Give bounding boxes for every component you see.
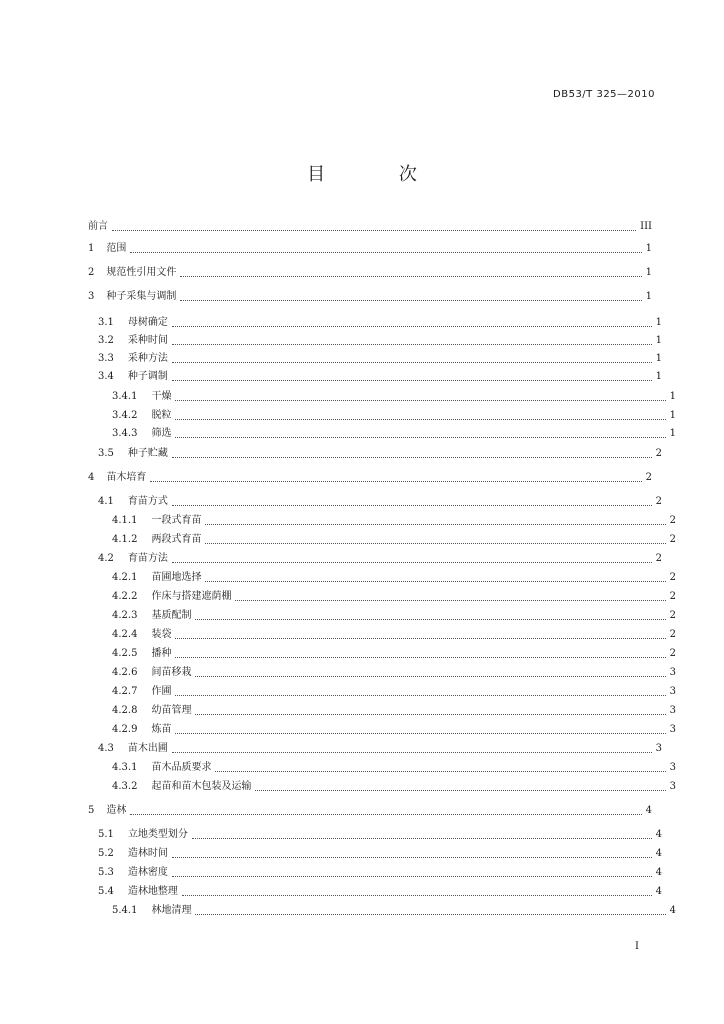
toc-entry-title: 炼苗 [151, 724, 172, 735]
toc-entry-number: 5.4.1 [112, 905, 138, 916]
toc-entry[interactable] [88, 551, 662, 567]
toc-entry[interactable] [88, 470, 652, 486]
page-number: I [635, 941, 639, 952]
toc-entry-page: 1 [645, 243, 652, 254]
toc-entry-number: 3.1 [98, 317, 114, 328]
dot-leader [172, 562, 652, 563]
dot-leader [175, 419, 665, 420]
toc-entry-number: 3.4.1 [112, 391, 138, 402]
dot-leader [172, 362, 652, 363]
toc-entry-page: 3 [669, 686, 676, 697]
toc-entry[interactable] [88, 570, 676, 586]
dot-leader [130, 252, 641, 253]
dot-leader [112, 230, 636, 231]
toc-entry-number: 3.4 [98, 371, 114, 382]
toc-entry-title: 种子贮藏 [127, 448, 168, 459]
toc-entry[interactable] [88, 827, 662, 843]
toc-entry[interactable] [88, 779, 676, 795]
toc-entry-page: 2 [669, 572, 676, 583]
toc-entry-page: 2 [669, 534, 676, 545]
toc-entry-title: 装袋 [151, 629, 172, 640]
toc-entry[interactable] [88, 608, 676, 624]
toc-entry-number: 3.4.3 [112, 428, 138, 439]
dot-leader [205, 524, 665, 525]
toc-entry-title: 范围 [106, 243, 127, 254]
dot-leader [205, 581, 665, 582]
toc-entry-title: 苗木品质要求 [151, 762, 212, 773]
dot-leader [175, 695, 665, 696]
toc-entry[interactable] [88, 446, 662, 462]
toc-entry-page: 3 [669, 781, 676, 792]
dot-leader [175, 437, 665, 438]
toc-entry[interactable] [88, 741, 662, 757]
dot-leader [235, 600, 665, 601]
dot-leader [172, 457, 652, 458]
toc-entry[interactable] [88, 494, 662, 510]
toc-entry[interactable] [88, 846, 662, 862]
toc-entry-number: 4.2.1 [112, 572, 138, 583]
toc-entry-number: 4.2 [98, 553, 114, 564]
toc-entry-number: 4.2.2 [112, 591, 138, 602]
toc-entry-page: 2 [669, 610, 676, 621]
toc-entry-number: 4.3.1 [112, 762, 138, 773]
toc-entry-title: 种子调制 [127, 371, 168, 382]
toc-entry-title: 造林时间 [127, 848, 168, 859]
toc-entry[interactable] [88, 315, 662, 331]
toc-entry[interactable] [88, 803, 652, 819]
toc-entry[interactable] [88, 408, 676, 424]
toc-entry-page: 1 [655, 371, 662, 382]
toc-entry-page: 2 [669, 629, 676, 640]
toc-entry-title: 两段式育苗 [151, 534, 202, 545]
toc-entry-title: 一段式育苗 [151, 515, 202, 526]
toc-entry-title: 作圃 [151, 686, 172, 697]
toc-entry[interactable] [88, 265, 652, 281]
toc-entry-title: 育苗方法 [127, 553, 168, 564]
toc-entry[interactable] [88, 351, 662, 367]
dot-leader [192, 838, 652, 839]
dot-leader [172, 876, 652, 877]
dot-leader [195, 676, 665, 677]
dot-leader [215, 771, 665, 772]
toc-entry-number: 4.2.5 [112, 648, 138, 659]
toc-entry[interactable] [88, 703, 676, 719]
toc-entry-title: 采种时间 [127, 335, 168, 346]
toc-entry-page: 4 [655, 829, 662, 840]
toc-entry-page: 4 [669, 905, 676, 916]
dot-leader [150, 481, 641, 482]
toc-entry-page: 1 [655, 353, 662, 364]
toc-entry-number: 3.4.2 [112, 410, 138, 421]
toc-entry-page: 2 [645, 472, 652, 483]
toc-entry-title: 苗木出圃 [127, 743, 168, 754]
toc-entry[interactable] [88, 532, 676, 548]
toc-entry-title: 母树确定 [127, 317, 168, 328]
toc-entry-title: 筛选 [151, 428, 172, 439]
toc-entry-page: 3 [669, 724, 676, 735]
toc-entry-title: 苗圃地选择 [151, 572, 202, 583]
toc-entry[interactable] [88, 389, 676, 405]
toc-entry-title: 幼苗管理 [151, 705, 192, 716]
toc-entry-number: 4.2.9 [112, 724, 138, 735]
toc-entry-title: 作床与搭建遮荫棚 [151, 591, 232, 602]
toc-entry-page: 4 [655, 848, 662, 859]
toc-entry[interactable] [88, 369, 662, 385]
toc-entry-title: 苗木培育 [106, 472, 147, 483]
toc-entry-page: 2 [655, 553, 662, 564]
toc-entry-number: 前言 [88, 221, 108, 232]
toc-entry-number: 4.2.3 [112, 610, 138, 621]
toc-entry-page: 2 [655, 496, 662, 507]
toc-entry-number: 1 [88, 243, 95, 254]
toc-entry[interactable] [88, 627, 676, 643]
dot-leader [180, 276, 641, 277]
dot-leader [182, 895, 652, 896]
toc-entry[interactable] [88, 884, 662, 900]
dot-leader [175, 733, 665, 734]
toc-entry-page: 4 [655, 886, 662, 897]
toc-entry[interactable] [88, 722, 676, 738]
toc-entry-number: 3.3 [98, 353, 114, 364]
toc-entry-page: 1 [655, 335, 662, 346]
toc-entry-title: 规范性引用文件 [106, 267, 177, 278]
dot-leader [175, 400, 665, 401]
toc-entry-number: 4.2.8 [112, 705, 138, 716]
toc-entry[interactable] [88, 289, 652, 305]
toc-entry[interactable] [88, 665, 676, 681]
toc-entry-number: 4.2.7 [112, 686, 138, 697]
toc-entry-page: 2 [669, 591, 676, 602]
dot-leader [172, 752, 652, 753]
toc-entry[interactable] [88, 903, 676, 919]
dot-leader [195, 914, 665, 915]
toc-entry-number: 5.2 [98, 848, 114, 859]
dot-leader [195, 714, 665, 715]
toc-entry-page: 1 [669, 391, 676, 402]
dot-leader [175, 657, 665, 658]
dot-leader [175, 638, 665, 639]
toc-entry-page: 2 [669, 648, 676, 659]
dot-leader [195, 619, 665, 620]
toc-entry-page: 1 [655, 317, 662, 328]
toc-entry-number: 2 [88, 267, 95, 278]
toc-entry-title: 造林密度 [127, 867, 168, 878]
toc-entry-number: 4.3 [98, 743, 114, 754]
toc-entry-number: 5.1 [98, 829, 114, 840]
toc-entry[interactable] [88, 865, 662, 881]
toc-entry[interactable] [88, 589, 676, 605]
dot-leader [172, 857, 652, 858]
toc-entry-title: 采种方法 [127, 353, 168, 364]
toc-entry-number: 3 [88, 291, 95, 302]
toc-entry-page: 2 [669, 515, 676, 526]
toc-entry[interactable] [88, 333, 662, 349]
toc-entry-number: 4.1 [98, 496, 114, 507]
toc-entry-page: 3 [655, 743, 662, 754]
toc-entry-number: 4.2.4 [112, 629, 138, 640]
toc-entry-title: 育苗方式 [127, 496, 168, 507]
toc-entry-number: 3.5 [98, 448, 114, 459]
toc-entry-number: 4.2.6 [112, 667, 138, 678]
toc-entry-number: 4.3.2 [112, 781, 138, 792]
dot-leader [172, 344, 652, 345]
dot-leader [255, 790, 665, 791]
toc-entry[interactable] [88, 426, 676, 442]
toc-entry-title: 脱粒 [151, 410, 172, 421]
standard-code: DB53/T 325—2010 [553, 89, 655, 100]
toc-entry-title: 播种 [151, 648, 172, 659]
toc-entry-title: 造林 [106, 805, 127, 816]
dot-leader [205, 543, 665, 544]
toc-entry-number: 4.1.2 [112, 534, 138, 545]
toc-entry-number: 5 [88, 805, 95, 816]
toc-entry-page: III [640, 221, 652, 232]
toc-entry[interactable] [88, 684, 676, 700]
toc-entry-title: 立地类型划分 [127, 829, 188, 840]
toc-entry-page: 3 [669, 705, 676, 716]
dot-leader [172, 380, 652, 381]
toc-entry-page: 1 [645, 291, 652, 302]
toc-entry[interactable] [88, 646, 676, 662]
page-title: 目 次 [307, 164, 451, 185]
toc-entry-title: 种子采集与调制 [106, 291, 177, 302]
dot-leader [172, 326, 652, 327]
toc-entry-number: 5.3 [98, 867, 114, 878]
toc-entry[interactable] [88, 241, 652, 257]
dot-leader [130, 814, 641, 815]
toc-entry[interactable] [88, 219, 652, 235]
toc-entry-page: 1 [669, 410, 676, 421]
toc-entry-title: 基质配制 [151, 610, 192, 621]
toc-entry-title: 造林地整理 [127, 886, 178, 897]
toc-entry-page: 4 [655, 867, 662, 878]
toc-entry-number: 5.4 [98, 886, 114, 897]
toc-entry[interactable] [88, 513, 676, 529]
toc-entry[interactable] [88, 760, 676, 776]
toc-entry-page: 4 [645, 805, 652, 816]
toc-entry-page: 3 [669, 762, 676, 773]
toc-entry-page: 3 [669, 667, 676, 678]
toc-entry-title: 林地清理 [151, 905, 192, 916]
toc-entry-page: 1 [645, 267, 652, 278]
dot-leader [172, 505, 652, 506]
toc-entry-title: 间苗移栽 [151, 667, 192, 678]
toc-entry-title: 干燥 [151, 391, 172, 402]
toc-entry-page: 1 [669, 428, 676, 439]
dot-leader [180, 300, 641, 301]
toc-entry-page: 2 [655, 448, 662, 459]
toc-entry-title: 起苗和苗木包装及运输 [151, 781, 252, 792]
toc-entry-number: 4.1.1 [112, 515, 138, 526]
toc-entry-number: 3.2 [98, 335, 114, 346]
toc-entry-number: 4 [88, 472, 95, 483]
